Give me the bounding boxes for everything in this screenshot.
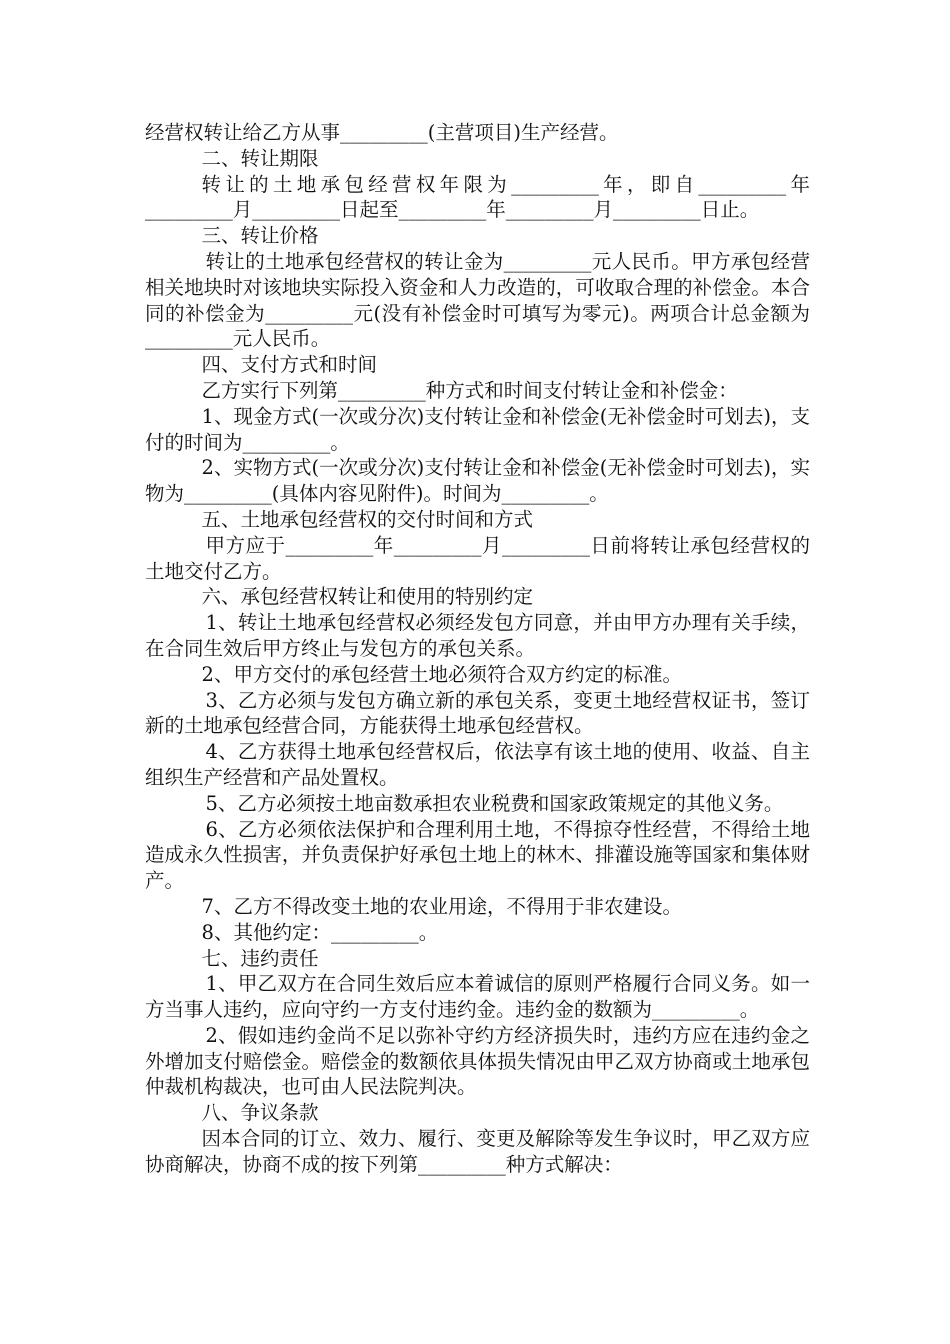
paragraph: 4、乙方获得土地承包经营权后，依法享有该土地的使用、收益、自主组织生产经营和产品处置权。 [145,740,810,789]
section-heading: 五、土地承包经营权的交付时间和方式 [201,507,534,531]
section-heading: 七、违约责任 [201,946,319,970]
document-page [145,120,810,1178]
paragraph: 2、假如违约金尚不足以弥补守约方经济损失时，违约方应在违约金之外增加支付赔偿金。赔偿金的数额依具体损失情况由甲乙双方协商或土地承包仲裁机构裁决，也可由人民法院判决。 [145,1023,810,1099]
section-heading: 四、支付方式和时间 [201,353,378,377]
paragraph: 1、甲乙双方在合同生效后应本着诚信的原则严格履行合同义务。如一方当事人违约，应向守约一方支付违约金。违约金的数额为_________。 [145,972,810,1022]
paragraph: 因本合同的订立、效力、履行、变更及解除等发生争议时，甲乙双方应协商解决，协商不成的按下列第_________种方式解决： [145,1127,810,1176]
paragraph: 6、乙方必须依法保护和合理利用土地，不得掠夺性经营，不得给土地造成永久性损害，并负责保护好承包土地上的林木、排灌设施等国家和集体财产。 [145,817,810,893]
paragraph: 甲方应于_________年_________月_________日前将转让承包经营权的土地交付乙方。 [145,533,810,583]
paragraph: 1、现金方式(一次或分次)支付转让金和补偿金(无补偿金时可划去)，支付的时间为_________。 [145,404,810,454]
paragraph: 5、乙方必须按土地亩数承担农业税费和国家政策规定的其他义务。 [205,791,784,815]
section-heading: 二、转让期限 [201,146,319,170]
section-heading: 八、争议条款 [201,1101,319,1125]
paragraph: 3、乙方必须与发包方确立新的承包关系，变更土地经营权证书，签订新的土地承包经营合同，方能获得土地承包经营权。 [145,688,810,738]
paragraph: 2、甲方交付的承包经营土地必须符合双方约定的标准。 [201,662,682,686]
paragraph: 2、实物方式(一次或分次)支付转让金和补偿金(无补偿金时可划去)，实物为_________(具体内容见附件)。时间为_________。 [145,456,810,506]
paragraph: 转让的土地承包经营权的转让金为_________元人民币。甲方承包经营相关地块时对该地块实际投入资金和人力改造的，可收取合理的补偿金。本合同的补偿金为_________元(没有补偿金时可填写为零元)。两项合计总金额为_________元人民币。 [145,249,810,351]
section-heading: 三、转让价格 [201,224,319,248]
paragraph: 1、转让土地承包经营权必须经发包方同意，并由甲方办理有关手续，在合同生效后甲方终止与发包方的承包关系。 [145,611,810,660]
paragraph: 经营权转让给乙方从事_________(主营项目)生产经营。 [145,121,619,144]
paragraph: 乙方实行下列第_________种方式和时间支付转让金和补偿金： [201,378,738,402]
paragraph: 转让的土地承包经营权年限为_________年，即自_________年_________月_________日起至_________年_________月_________日止。 [145,172,810,222]
section-heading: 六、承包经营权转让和使用的特别约定 [201,585,534,609]
paragraph: 7、乙方不得改变土地的农业用途，不得用于非农建设。 [201,894,682,918]
paragraph: 8、其他约定：_________。 [201,920,439,944]
